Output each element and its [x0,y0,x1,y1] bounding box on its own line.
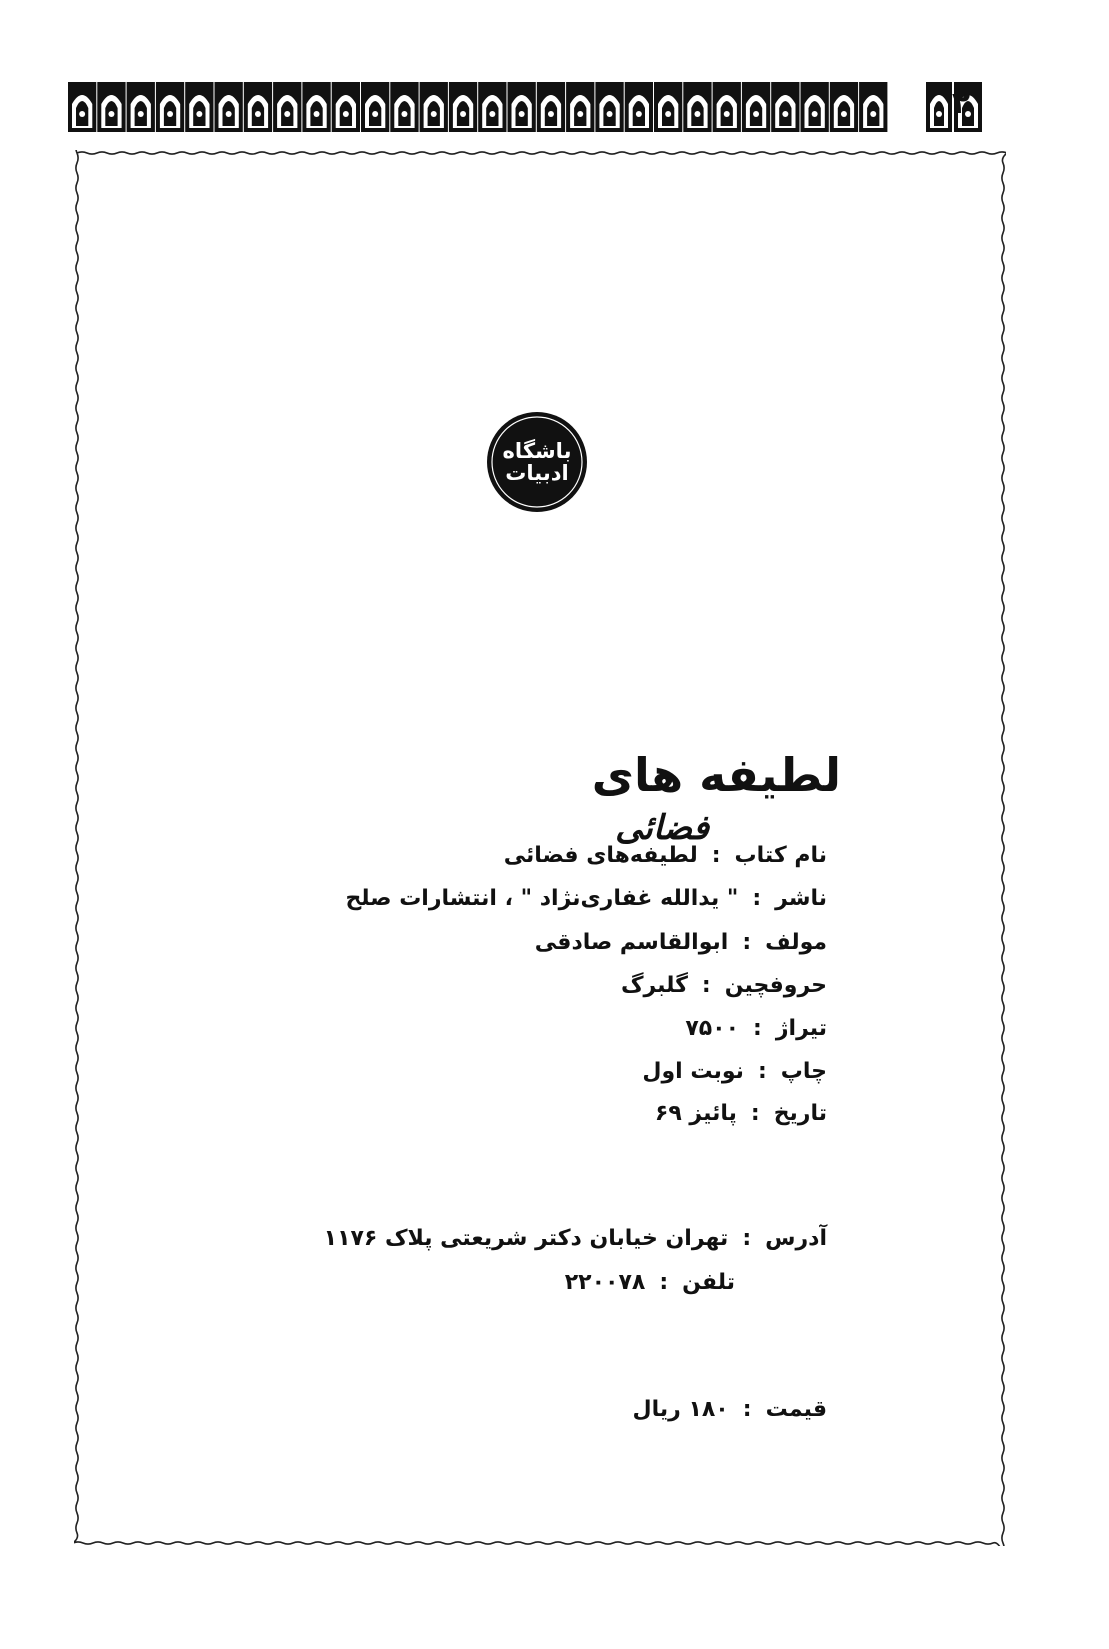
literature-club-seal [485,410,589,514]
imprint-value: ۷۵۰۰ [685,1016,740,1041]
seal-line-2: ادبیات [505,461,569,485]
book-title: لطیفه های [591,748,841,802]
book-subtitle: فضائی [615,808,709,848]
imprint-row-typesetter: حروفچین:گلبرگ [620,973,827,998]
imprint-value: پائیز ۶۹ [654,1101,737,1126]
address-row: آدرس:تهران خیابان دکتر شریعتی پلاک ۱۱۷۶ [323,1226,827,1251]
phone-row: تلفن:۲۲۰۰۷۸ [564,1270,735,1295]
imprint-value: گلبرگ [620,973,688,998]
imprint-value: " یدالله غفاری‌نژاد " ، انتشارات صلح [345,886,739,911]
imprint-row-print-run: تیراژ:۷۵۰۰ [685,1016,827,1041]
imprint-value: لطیفه‌های فضائی [503,843,698,868]
imprint-row-date: تاریخ:پائیز ۶۹ [654,1101,827,1126]
seal-line-1: باشگاه [502,438,572,463]
imprint-label: تاریخ [773,1101,827,1126]
imprint-row-book-name: نام کتاب:لطیفه‌های فضائی [503,843,827,868]
price-row: قیمت:۱۸۰ ریال [632,1397,827,1422]
phone-label: تلفن [682,1270,735,1295]
imprint-row-publisher: ناشر:" یدالله غفاری‌نژاد " ، انتشارات صلح [345,886,827,911]
imprint-label: مولف [765,930,827,955]
imprint-label: ناشر [775,886,827,911]
imprint-value: نوبت اول [642,1059,744,1084]
price-label: قیمت [765,1397,827,1422]
imprint-row-author: مولف:ابوالقاسم صادقی [534,930,827,955]
header-ornament-band [68,78,986,136]
imprint-row-edition: چاپ:نوبت اول [642,1059,827,1084]
price-value: ۱۸۰ ریال [632,1397,729,1422]
imprint-label: نام کتاب [734,843,827,868]
imprint-label: حروفچین [724,973,827,998]
page-number: ۲ [951,86,971,121]
imprint-label: تیراژ [775,1016,827,1041]
imprint-value: ابوالقاسم صادقی [534,930,729,955]
phone-value: ۲۲۰۰۷۸ [564,1270,646,1295]
imprint-label: چاپ [780,1059,827,1084]
address-label: آدرس [765,1226,827,1251]
address-value: تهران خیابان دکتر شریعتی پلاک ۱۱۷۶ [323,1226,729,1251]
